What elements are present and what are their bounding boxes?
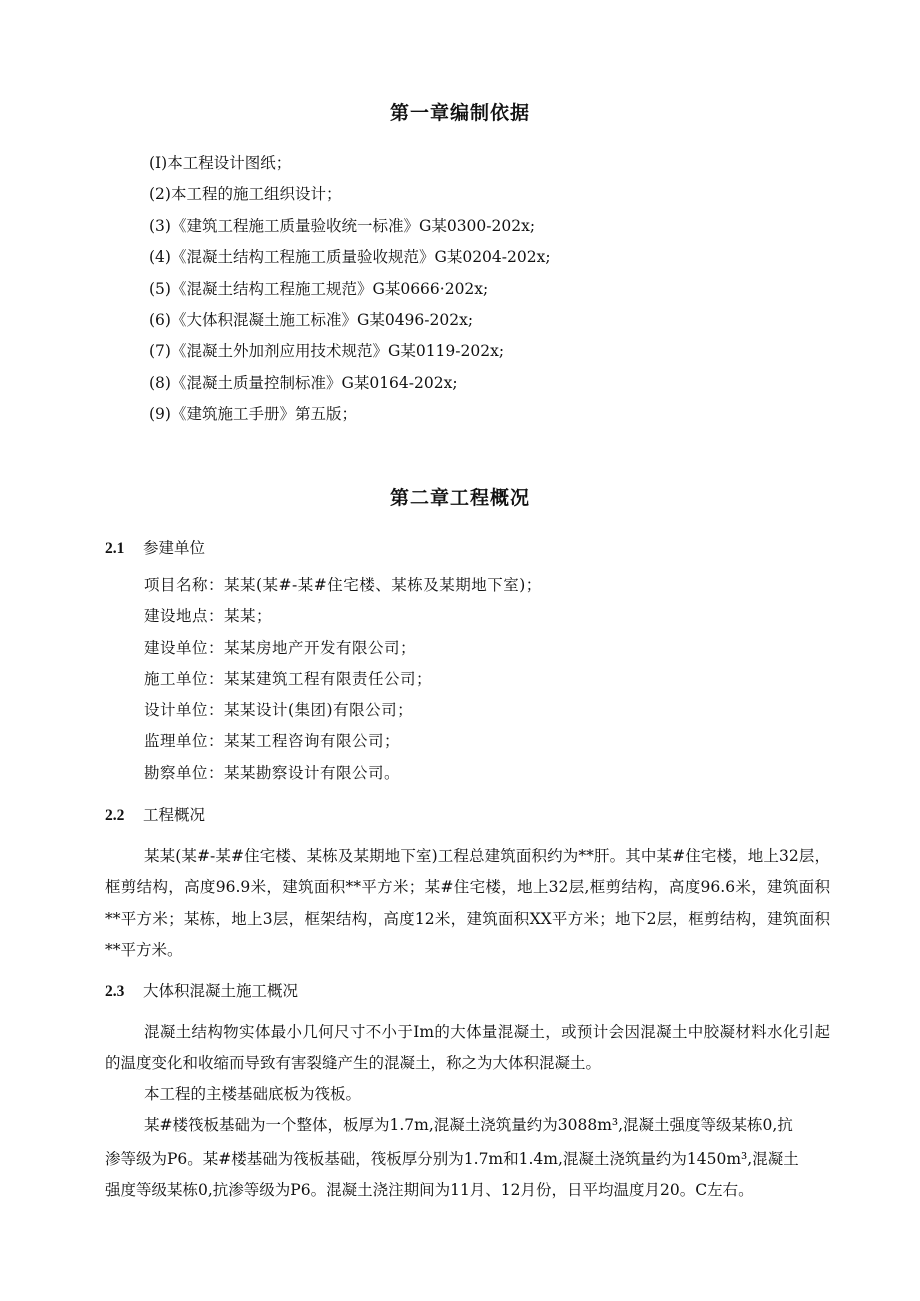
unit-line: 监理单位：某某工程咨询有限公司； bbox=[144, 732, 401, 751]
section-2-2-heading bbox=[105, 803, 205, 825]
unit-line: 施工单位：某某建筑工程有限责任公司； bbox=[144, 669, 433, 688]
reference-item: (3)《建筑工程施工质量验收统一标准》G某0300-202x; bbox=[149, 216, 536, 235]
reference-item: (4)《混凝土结构工程施工质量验收规范》G某0204-202x; bbox=[149, 248, 551, 267]
section-title: 工程概况 bbox=[143, 806, 206, 824]
raft-detail-paragraph-line-2: 渗等级为P6。某#楼基础为筏板基础，筏板厚分别为1.7m和1.4m,混凝土浇筑量约为1450m³,混凝土 bbox=[105, 1150, 799, 1168]
reference-item: (9)《建筑施工手册》第五版； bbox=[149, 405, 357, 424]
section-number: 2.2 bbox=[105, 807, 125, 824]
unit-line: 建设地点：某某； bbox=[144, 607, 273, 626]
reference-item: (2)本工程的施工组织设计； bbox=[149, 185, 342, 204]
reference-list bbox=[149, 152, 869, 435]
project-overview-paragraph: 某某(某#-某#住宅楼、某栋及某期地下室)工程总建筑面积约为**肝。其中某#住宅楼，地上32层，框剪结构，高度96.9米，建筑面积**平方米；某#住宅楼，地上32层,框剪结构，高度96.6米，建筑面积**平方米；某栋，地上3层，框架结构，高度12米，建筑面积XX平方米；地下2层，框剪结构，建筑面积**平方米。 bbox=[105, 847, 830, 959]
reference-item: (I)本工程设计图纸； bbox=[149, 154, 292, 172]
reference-item: (8)《混凝土质量控制标准》G某0164-202x; bbox=[149, 373, 458, 392]
chapter-1-title: 第一章编制依据 bbox=[389, 102, 530, 124]
section-2-3-heading bbox=[105, 979, 298, 1001]
participant-units-list bbox=[144, 574, 542, 793]
section-2-1-heading bbox=[105, 536, 205, 558]
reference-item: (5)《混凝土结构工程施工规范》G某0666·202x; bbox=[149, 279, 489, 298]
reference-item: (6)《大体积混凝土施工标准》G某0496-202x; bbox=[149, 310, 474, 329]
raft-detail-paragraph-line-1: 某#楼筏板基础为一个整体，板厚为1.7m,混凝土浇筑量约为3088m³,混凝土强度等级某栋0,抗 bbox=[144, 1116, 793, 1134]
section-number: 2.3 bbox=[105, 983, 125, 1000]
raft-detail-paragraph-line-3: 强度等级某栋0,抗渗等级为P6。混凝土浇注期间为11月、12月份，日平均温度月20。C左右。 bbox=[105, 1181, 754, 1199]
unit-line: 勘察单位：某某勘察设计有限公司。 bbox=[144, 763, 401, 782]
foundation-paragraph: 本工程的主楼基础底板为筏板。 bbox=[144, 1085, 362, 1103]
section-title: 参建单位 bbox=[143, 539, 206, 557]
section-title: 大体积混凝土施工概况 bbox=[143, 982, 299, 1000]
chapter-2-title: 第二章工程概况 bbox=[389, 487, 530, 509]
unit-line: 设计单位：某某设计(集团)有限公司； bbox=[144, 701, 414, 720]
section-number: 2.1 bbox=[105, 540, 125, 557]
mass-concrete-definition-paragraph: 混凝土结构物实体最小几何尺寸不小于Im的大体量混凝土，或预计会因混凝土中胶凝材料水化引起的温度变化和收缩而导致有害裂缝产生的混凝土，称之为大体积混凝土。 bbox=[105, 1023, 830, 1073]
unit-line: 建设单位：某某房地产开发有限公司； bbox=[144, 638, 417, 657]
reference-item: (7)《混凝土外加剂应用技术规范》G某0119-202x; bbox=[149, 342, 505, 361]
unit-line: 项目名称：某某(某#-某#住宅楼、某栋及某期地下室)； bbox=[144, 576, 542, 594]
